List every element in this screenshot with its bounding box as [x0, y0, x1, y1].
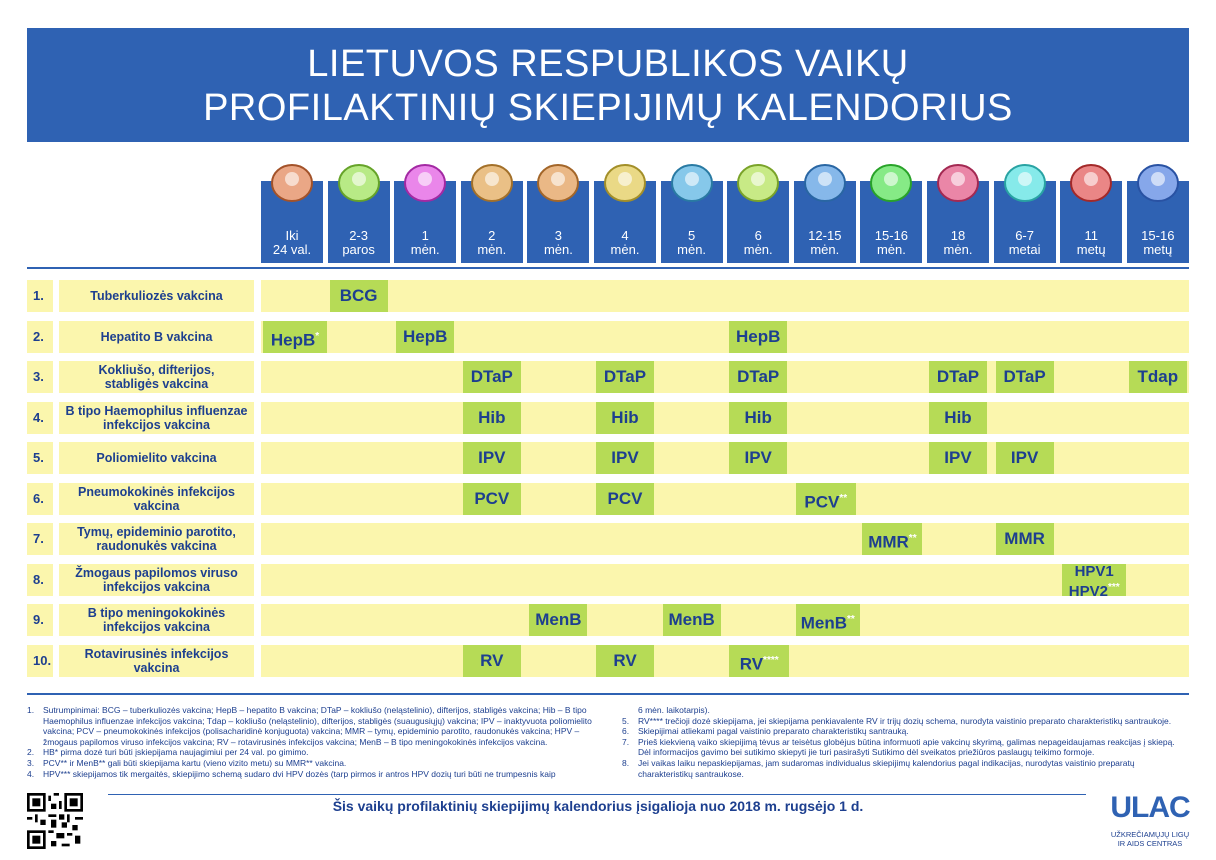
vaccine-dose-label: RV	[480, 650, 504, 670]
note-item	[27, 769, 609, 780]
age-label-line-2: mėn.	[477, 242, 507, 257]
ulac-logo	[1110, 792, 1190, 852]
age-label-line-2: paros	[342, 242, 375, 257]
vaccine-dose	[1129, 361, 1187, 393]
vaccine-name-line: stabligės vakcina	[104, 377, 209, 391]
title-banner	[27, 28, 1189, 142]
vaccine-dose	[463, 361, 521, 393]
age-column	[527, 181, 589, 263]
row-number: 7.	[27, 523, 53, 555]
vaccine-name-line: Žmogaus papilomos viruso	[75, 565, 238, 580]
vaccine-name-line: infekcijos vakcina	[102, 417, 210, 432]
logo-text: ULAC	[1110, 791, 1190, 824]
vaccine-dose	[796, 604, 860, 636]
note-text: Jei vaikas laiku nepaskiepijamas, jam sudaromas individualus skiepijimų kalendorius pagal indikacijas, nurodytas vaistinio preparatų charakteristikų santraukose.	[638, 757, 1135, 779]
age-label-line-2: metų	[1143, 242, 1173, 257]
vaccine-name-line: infekcijos vakcina	[102, 620, 210, 634]
logo-sub-1: UŽKREČIAMŲJŲ LIGŲ	[1110, 830, 1190, 839]
vaccine-dose	[796, 483, 856, 515]
note-item	[622, 726, 1189, 737]
vaccine-name-line: Tuberkuliozės vakcina	[90, 289, 223, 303]
note-text: RV**** trečioji dozė skiepijama, jei skiepijama penkiavalente RV ir trijų dozių schema, nurodyta vaistinio preparato charakteristikų santraukoje.	[638, 715, 1172, 726]
vaccine-dose-label: HPV1	[1074, 562, 1114, 580]
age-label-line-2: mėn.	[943, 242, 973, 257]
age-column	[328, 181, 390, 263]
note-item	[622, 705, 1189, 716]
age-column	[394, 181, 456, 263]
vaccine-dose	[729, 321, 787, 353]
schedule-band	[261, 564, 1189, 596]
age-label-line-1: 11	[1084, 228, 1098, 243]
notes-right	[622, 705, 1189, 779]
age-label-line-1: 2	[488, 228, 496, 243]
vaccine-name	[59, 321, 254, 353]
pacifier-icon	[667, 157, 717, 205]
vaccine-dose-label: BCG	[339, 286, 378, 305]
logo-sub-2: IR AIDS CENTRAS	[1117, 839, 1183, 848]
age-label-line-2: mėn.	[543, 242, 573, 257]
vaccine-dose	[463, 442, 521, 474]
row-number: 8.	[27, 564, 53, 596]
stroller-icon	[334, 157, 384, 205]
notes-left	[27, 705, 609, 779]
baby-icon	[267, 157, 317, 205]
row-number: 6.	[27, 483, 53, 515]
age-column	[927, 181, 989, 263]
toy-car-icon	[933, 157, 983, 205]
age-label-line-1: Iki	[285, 228, 299, 243]
vaccine-dose	[463, 645, 521, 677]
vaccine-dose	[929, 442, 987, 474]
schedule-band	[261, 402, 1189, 434]
vaccine-dose-footnote-mark: ****	[763, 654, 779, 666]
note-number: 4.	[27, 768, 35, 779]
vaccine-name	[59, 442, 254, 474]
vaccine-dose-label: IPV	[478, 448, 506, 467]
age-column	[461, 181, 523, 263]
vaccine-dose	[996, 523, 1054, 555]
vaccine-name-line: infekcijos vakcina	[102, 579, 210, 594]
vaccine-dose-label: IPV	[944, 448, 972, 467]
vaccine-dose	[529, 604, 587, 636]
vaccine-dose-label: MenB	[800, 613, 848, 633]
note-text: Skiepijimai atliekami pagal vaistinio preparato charakteristikų santrauką.	[638, 726, 909, 737]
vaccine-dose-label: HepB	[735, 326, 781, 346]
age-column	[860, 181, 922, 263]
vaccine-dose-label: DTaP	[737, 367, 780, 386]
vaccine-name-line: Kokliušo, difterijos,	[98, 363, 215, 377]
schedule-band	[261, 645, 1189, 677]
note-item	[27, 705, 609, 747]
row-number: 1.	[27, 280, 53, 312]
diaper-icon	[533, 157, 583, 205]
vaccine-dose	[729, 645, 789, 677]
vaccine-dose-label: PCV	[804, 492, 840, 512]
age-column	[994, 181, 1056, 263]
vaccine-dose	[729, 402, 787, 434]
vaccine-name-line: raudonukės vakcina	[96, 539, 217, 553]
rattle-icon	[400, 157, 450, 205]
age-label-line-2: mėn.	[810, 242, 840, 257]
note-number: 1.	[27, 705, 35, 715]
pyramid-toy-icon	[866, 157, 916, 205]
note-number: 8.	[622, 757, 630, 768]
vaccine-dose-label: IPV	[744, 448, 772, 467]
vaccine-name	[59, 402, 254, 434]
age-column	[661, 181, 723, 263]
note-text: 6 mėn. laikotarpis).	[638, 705, 710, 715]
note-text: HB* pirma dozė turi būti įskiepijama naujagimiui per 24 val. po gimimo.	[43, 747, 309, 758]
vaccine-dose	[596, 442, 654, 474]
note-text: Sutrumpinimai: BCG – tuberkuliozės vakcina; HepB – hepatito B vakcina; DTaP – kokliušo (neląstelinio), difterijos, stabligės vakcina; Hib – B tipo Haemophilus influenzae infekcijos vakcina; Tdap – kokliušo (neląstelinio), difterijos, stabligės (suaugusiųjų) vakcina; IPV – inaktyvuota poliomielito vakcina; PCV – pneumokokinės infekcijos (polisacharidinė konjuguota) vakcina; MMR – tymų, epideminio parotito, raudonukės vakcina; HPV – žmogaus papilomos viruso infekcijos vakcina; RV – rotavirusinės infekcijos vakcina; MenB – B tipo meningokokinės infekcijos vakcina.	[43, 705, 592, 747]
footer-text: Šis vaikų profilaktinių skiepijimų kalendorius įsigalioja nuo 2018 m. rugsėjo 1 d.	[332, 798, 864, 814]
vaccine-dose-label: DTaP	[1003, 367, 1046, 386]
vaccine-dose-label-2: HPV2	[1068, 582, 1108, 600]
note-text: PCV** ir MenB** gali būti skiepijama kartu (vieno vizito metu) su MMR** vakcina.	[43, 757, 347, 768]
duck-icon	[600, 157, 650, 205]
schedule-band	[261, 483, 1189, 515]
vaccine-name	[59, 645, 254, 677]
laptop-icon	[1133, 157, 1183, 205]
vaccine-name	[59, 523, 254, 555]
note-number: 3.	[27, 757, 35, 768]
age-label-line-2: mėn.	[410, 242, 440, 257]
vaccine-name-line: vakcina	[133, 660, 180, 675]
vaccine-dose	[263, 321, 327, 353]
vaccine-dose	[729, 442, 787, 474]
vaccine-dose-label: PCV	[607, 488, 643, 508]
vaccine-dose-label: Hib	[478, 407, 506, 427]
age-label-line-1: 15-16	[874, 228, 909, 243]
age-label-line-2: mėn.	[677, 242, 707, 257]
age-label-line-2: 24 val.	[272, 242, 312, 257]
title-line-1: LIETUVOS RESPUBLIKOS VAIKŲ	[307, 43, 909, 85]
vaccine-dose	[729, 361, 787, 393]
vaccine-dose-label: IPV	[1010, 448, 1039, 467]
vaccine-dose-label: HepB	[402, 326, 448, 346]
bib-icon	[733, 157, 783, 205]
vaccine-dose	[996, 361, 1054, 393]
note-number: 7.	[622, 736, 630, 747]
vaccine-dose-footnote-mark: **	[839, 492, 848, 504]
vaccine-name	[59, 280, 254, 312]
vaccine-dose-label: IPV	[611, 448, 639, 467]
vaccine-name-line: Rotavirusinės infekcijos	[84, 646, 229, 661]
vaccine-name-line: Poliomielito vakcina	[96, 451, 217, 465]
vaccine-dose	[1062, 562, 1126, 600]
note-item	[622, 737, 1189, 758]
age-label-line-2: mėn.	[876, 242, 906, 257]
rings-toy-icon	[467, 157, 517, 205]
header-divider	[27, 267, 1189, 269]
vaccine-dose	[663, 604, 721, 636]
vaccine-dose	[330, 280, 388, 312]
paper-crane-icon	[1066, 157, 1116, 205]
schedule-band	[261, 280, 1189, 312]
table-bottom-divider	[27, 693, 1189, 695]
age-column	[794, 181, 856, 263]
age-label-line-1: 3	[554, 228, 562, 243]
note-number: 2.	[27, 747, 35, 758]
vaccine-dose-label: HepB	[270, 330, 316, 350]
vaccine-dose-footnote-mark: *	[315, 330, 320, 342]
age-label-line-1: 18	[950, 228, 966, 243]
book-icon	[1000, 157, 1050, 205]
vaccine-name-line: B tipo meningokokinės	[87, 606, 226, 620]
age-label-line-1: 15-16	[1141, 228, 1175, 243]
vaccine-name-line: Hepatito B vakcina	[100, 329, 213, 344]
vaccine-name	[59, 361, 254, 393]
age-column	[727, 181, 789, 263]
vaccine-dose-label: MMR	[1004, 529, 1045, 548]
age-column	[594, 181, 656, 263]
age-column	[261, 181, 323, 263]
vaccine-dose	[929, 402, 987, 434]
vaccine-name-line: Tymų, epideminio parotito,	[77, 525, 236, 539]
age-label-line-1: 1	[421, 228, 429, 243]
vaccine-dose-label: Tdap	[1137, 367, 1179, 386]
title-line-2: PROFILAKTINIŲ SKIEPIJIMŲ KALENDORIUS	[203, 87, 1013, 129]
age-label-line-1: 2-3	[349, 228, 368, 243]
age-column	[1127, 181, 1189, 263]
vaccine-dose	[996, 442, 1054, 474]
vaccine-dose-label: DTaP	[936, 367, 980, 386]
vaccine-dose	[596, 402, 654, 434]
vaccine-name-line: vakcina	[133, 498, 180, 513]
vaccine-dose	[862, 523, 922, 555]
note-text: Prieš kiekvieną vaiko skiepijimą tėvus ar teisėtus globėjus būtina informuoti apie vakcinų skyrimą, galimas nepageidaujamas reakcijas į skiepą. Dėl informacijos gavimo bei sutikimo skiepyti jie turi pasirašyti Sutikimo dėl sveikatos priežiūros paslaugų teikimo formoje.	[638, 736, 1175, 758]
vaccine-dose-footnote-mark: **	[908, 533, 917, 544]
vaccine-dose-label: DTaP	[470, 367, 513, 386]
qr-code-icon	[27, 793, 83, 849]
age-label-line-1: 6-7	[1015, 228, 1034, 243]
vaccine-dose	[596, 361, 654, 393]
age-label-line-1: 12-15	[808, 228, 842, 243]
vaccine-dose	[929, 361, 987, 393]
schedule-band	[261, 604, 1189, 636]
vaccine-dose-label: Hib	[744, 407, 772, 427]
vaccine-dose-label: RV	[739, 654, 764, 674]
age-label-line-2: mėn.	[743, 242, 773, 257]
age-label-line-1: 5	[687, 228, 696, 243]
note-item	[622, 716, 1189, 727]
vaccine-dose	[596, 483, 654, 515]
vaccine-dose-label: PCV	[474, 488, 510, 508]
vaccine-name	[59, 483, 254, 515]
age-label-line-2: metų	[1076, 242, 1106, 257]
note-item	[27, 747, 609, 758]
vaccine-name-line: B tipo Haemophilus influenzae	[65, 403, 248, 418]
vaccine-name	[59, 604, 254, 636]
row-number: 2.	[27, 321, 53, 353]
vaccine-dose-label: MMR	[868, 532, 909, 552]
vaccine-dose	[463, 402, 521, 434]
note-item	[27, 758, 609, 769]
vaccine-name	[59, 564, 254, 596]
age-column	[1060, 181, 1122, 263]
note-item	[622, 758, 1189, 779]
vaccine-name-line: Pneumokokinės infekcijos	[78, 484, 235, 499]
vaccine-dose-footnote-mark: ***	[1107, 581, 1120, 593]
vaccine-dose-label: Hib	[944, 407, 972, 427]
note-number: 6.	[622, 726, 630, 737]
age-label-line-1: 4	[621, 228, 629, 243]
vaccine-dose-label: DTaP	[603, 367, 647, 386]
vaccine-dose-label: MenB	[535, 610, 582, 629]
footer-divider	[108, 794, 1086, 795]
row-number: 10.	[27, 645, 53, 677]
vaccine-dose-label: MenB	[668, 610, 715, 629]
age-label-line-1: 6	[754, 228, 762, 243]
note-number: 5.	[622, 715, 630, 726]
age-label-line-2: mėn.	[610, 242, 640, 257]
vaccine-dose	[596, 645, 654, 677]
row-number: 5.	[27, 442, 53, 474]
note-text: HPV*** skiepijamos tik mergaitės, skiepijimo schemą sudaro dvi HPV dozės (tarp pirmos ir antros HPV dozių turi būti ne trumpesnis kaip	[43, 768, 556, 779]
vaccine-dose-label: RV	[613, 650, 637, 670]
row-number: 3.	[27, 361, 53, 393]
age-label-line-2: metai	[1008, 242, 1041, 257]
vaccine-dose-footnote-mark: **	[847, 614, 855, 625]
vaccine-dose-label: Hib	[611, 407, 639, 427]
vaccine-dose	[463, 483, 521, 515]
row-number: 9.	[27, 604, 53, 636]
row-number: 4.	[27, 402, 53, 434]
vaccine-dose	[396, 321, 454, 353]
socks-icon	[800, 157, 850, 205]
